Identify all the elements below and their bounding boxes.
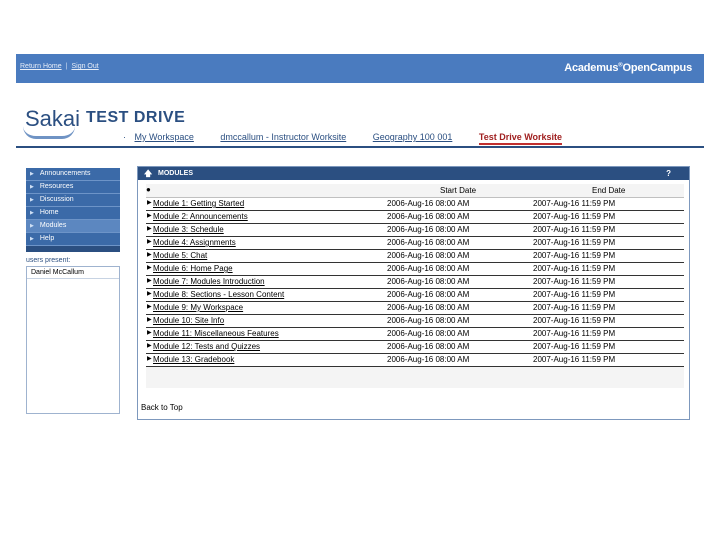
expand-triangle-icon[interactable]: ▶ bbox=[147, 317, 152, 323]
module-link[interactable]: Module 8: Sections - Lesson Content bbox=[153, 290, 285, 299]
end-date: 2007-Aug-16 11:59 PM bbox=[533, 290, 616, 299]
module-link[interactable]: Module 1: Getting Started bbox=[153, 199, 245, 208]
menu-item-label: Help bbox=[39, 235, 55, 242]
account-links bbox=[20, 63, 99, 70]
tab-test-drive-worksite[interactable]: Test Drive Worksite bbox=[479, 132, 562, 145]
menu-arrow-icon: ▶ bbox=[30, 197, 34, 203]
tool-menu bbox=[26, 168, 120, 252]
menu-arrow-icon: ▶ bbox=[30, 236, 34, 242]
site-tabs bbox=[123, 132, 562, 142]
end-date: 2007-Aug-16 11:59 PM bbox=[533, 212, 616, 221]
sakai-logo-swoosh bbox=[23, 126, 75, 139]
back-to-top-link[interactable]: Back to Top bbox=[141, 403, 183, 412]
table-row bbox=[146, 211, 684, 224]
present-user: Daniel McCallum bbox=[27, 267, 119, 279]
module-link[interactable]: Module 2: Announcements bbox=[153, 212, 248, 221]
start-date: 2006-Aug-16 08:00 AM bbox=[387, 199, 470, 208]
site-title: TEST DRIVE bbox=[86, 109, 186, 126]
bullet-icon: ● bbox=[146, 185, 151, 194]
arrow-up-icon[interactable]: 🡅 bbox=[144, 169, 153, 178]
modules-panel-header bbox=[138, 167, 689, 180]
end-date: 2007-Aug-16 11:59 PM bbox=[533, 225, 616, 234]
help-icon[interactable]: ? bbox=[666, 169, 671, 178]
return-home-link[interactable]: Return Home bbox=[20, 63, 62, 70]
end-date: 2007-Aug-16 11:59 PM bbox=[533, 238, 616, 247]
start-date: 2006-Aug-16 08:00 AM bbox=[387, 316, 470, 325]
start-date: 2006-Aug-16 08:00 AM bbox=[387, 342, 470, 351]
menu-arrow-icon: ▶ bbox=[30, 184, 34, 190]
sign-out-link[interactable]: Sign Out bbox=[71, 63, 99, 70]
link-separator: | bbox=[65, 63, 68, 70]
brand-logo bbox=[564, 62, 692, 74]
module-link[interactable]: Module 3: Schedule bbox=[153, 225, 224, 234]
module-link[interactable]: Module 6: Home Page bbox=[153, 264, 233, 273]
table-row bbox=[146, 341, 684, 354]
table-row bbox=[146, 250, 684, 263]
tab-my-workspace[interactable]: My Workspace bbox=[134, 132, 194, 142]
menu-arrow-icon: ▶ bbox=[30, 171, 34, 177]
expand-triangle-icon[interactable]: ▶ bbox=[147, 226, 152, 232]
menu-item-label: Discussion bbox=[39, 196, 74, 203]
nav-divider bbox=[16, 146, 704, 148]
menu-arrow-icon: ▶ bbox=[30, 210, 34, 216]
start-date: 2006-Aug-16 08:00 AM bbox=[387, 329, 470, 338]
start-date-header: Start Date bbox=[440, 186, 477, 195]
table-row bbox=[146, 315, 684, 328]
table-row bbox=[146, 302, 684, 315]
brand-main: Academus bbox=[564, 62, 619, 74]
table-row bbox=[146, 263, 684, 276]
expand-triangle-icon[interactable]: ▶ bbox=[147, 265, 152, 271]
table-row bbox=[146, 289, 684, 302]
table-row bbox=[146, 276, 684, 289]
module-link[interactable]: Module 10: Site Info bbox=[153, 316, 225, 325]
menu-item-help[interactable] bbox=[26, 233, 120, 246]
tab-geography[interactable]: Geography 100 001 bbox=[372, 132, 453, 142]
end-date: 2007-Aug-16 11:59 PM bbox=[533, 199, 616, 208]
modules-panel bbox=[137, 166, 690, 420]
start-date: 2006-Aug-16 08:00 AM bbox=[387, 238, 470, 247]
start-date: 2006-Aug-16 08:00 AM bbox=[387, 303, 470, 312]
site-tabs-bullet: · bbox=[123, 132, 126, 142]
menu-item-label: Announcements bbox=[39, 170, 91, 177]
users-present-list[interactable] bbox=[26, 266, 120, 414]
start-date: 2006-Aug-16 08:00 AM bbox=[387, 212, 470, 221]
menu-arrow-icon: ▶ bbox=[30, 223, 34, 229]
end-date-header: End Date bbox=[592, 186, 626, 195]
start-date: 2006-Aug-16 08:00 AM bbox=[387, 264, 470, 273]
module-link[interactable]: Module 9: My Workspace bbox=[153, 303, 244, 312]
sakai-logo: Sakai bbox=[25, 106, 81, 131]
start-date: 2006-Aug-16 08:00 AM bbox=[387, 355, 470, 364]
module-link[interactable]: Module 5: Chat bbox=[153, 251, 208, 260]
expand-triangle-icon[interactable]: ▶ bbox=[147, 291, 152, 297]
table-row bbox=[146, 354, 684, 367]
module-link[interactable]: Module 11: Miscellaneous Features bbox=[153, 329, 279, 338]
expand-triangle-icon[interactable]: ▶ bbox=[147, 330, 152, 336]
menu-item-label: Home bbox=[39, 209, 59, 216]
expand-triangle-icon[interactable]: ▶ bbox=[147, 356, 152, 362]
end-date: 2007-Aug-16 11:59 PM bbox=[533, 251, 616, 260]
end-date: 2007-Aug-16 11:59 PM bbox=[533, 277, 616, 286]
end-date: 2007-Aug-16 11:59 PM bbox=[533, 342, 616, 351]
expand-triangle-icon[interactable]: ▶ bbox=[147, 304, 152, 310]
menu-item-modules[interactable] bbox=[26, 220, 120, 233]
table-row bbox=[146, 224, 684, 237]
start-date: 2006-Aug-16 08:00 AM bbox=[387, 277, 470, 286]
list-header bbox=[146, 184, 684, 198]
module-link[interactable]: Module 13: Gradebook bbox=[153, 355, 235, 364]
expand-triangle-icon[interactable]: ▶ bbox=[147, 278, 152, 284]
menu-item-announcements[interactable] bbox=[26, 168, 120, 181]
start-date: 2006-Aug-16 08:00 AM bbox=[387, 225, 470, 234]
brand-mark: ® bbox=[618, 62, 623, 69]
menu-item-label: Modules bbox=[39, 222, 67, 229]
menu-item-discussion[interactable] bbox=[26, 194, 120, 207]
brand-tail: OpenCampus bbox=[622, 62, 692, 74]
end-date: 2007-Aug-16 11:59 PM bbox=[533, 316, 616, 325]
expand-triangle-icon[interactable]: ▶ bbox=[147, 239, 152, 245]
expand-triangle-icon[interactable]: ▶ bbox=[147, 213, 152, 219]
top-banner bbox=[16, 54, 704, 83]
menu-footer bbox=[26, 246, 120, 252]
module-link[interactable]: Module 12: Tests and Quizzes bbox=[153, 342, 261, 351]
table-row bbox=[146, 198, 684, 211]
tab-instructor-worksite[interactable]: dmccallum - Instructor Worksite bbox=[220, 132, 347, 142]
expand-triangle-icon[interactable]: ▶ bbox=[147, 252, 152, 258]
end-date: 2007-Aug-16 11:59 PM bbox=[533, 264, 616, 273]
menu-item-resources[interactable] bbox=[26, 181, 120, 194]
users-present-label: users present: bbox=[26, 257, 71, 264]
table-row bbox=[146, 328, 684, 341]
modules-title: MODULES bbox=[158, 170, 193, 177]
start-date: 2006-Aug-16 08:00 AM bbox=[387, 290, 470, 299]
modules-list bbox=[146, 184, 684, 388]
start-date: 2006-Aug-16 08:00 AM bbox=[387, 251, 470, 260]
table-row bbox=[146, 237, 684, 250]
module-link[interactable]: Module 4: Assignments bbox=[153, 238, 236, 247]
menu-item-home[interactable] bbox=[26, 207, 120, 220]
expand-triangle-icon[interactable]: ▶ bbox=[147, 343, 152, 349]
module-rows bbox=[146, 198, 684, 367]
menu-item-label: Resources bbox=[39, 183, 74, 190]
end-date: 2007-Aug-16 11:59 PM bbox=[533, 355, 616, 364]
end-date: 2007-Aug-16 11:59 PM bbox=[533, 329, 616, 338]
expand-triangle-icon[interactable]: ▶ bbox=[147, 200, 152, 206]
end-date: 2007-Aug-16 11:59 PM bbox=[533, 303, 616, 312]
module-link[interactable]: Module 7: Modules Introduction bbox=[153, 277, 265, 286]
